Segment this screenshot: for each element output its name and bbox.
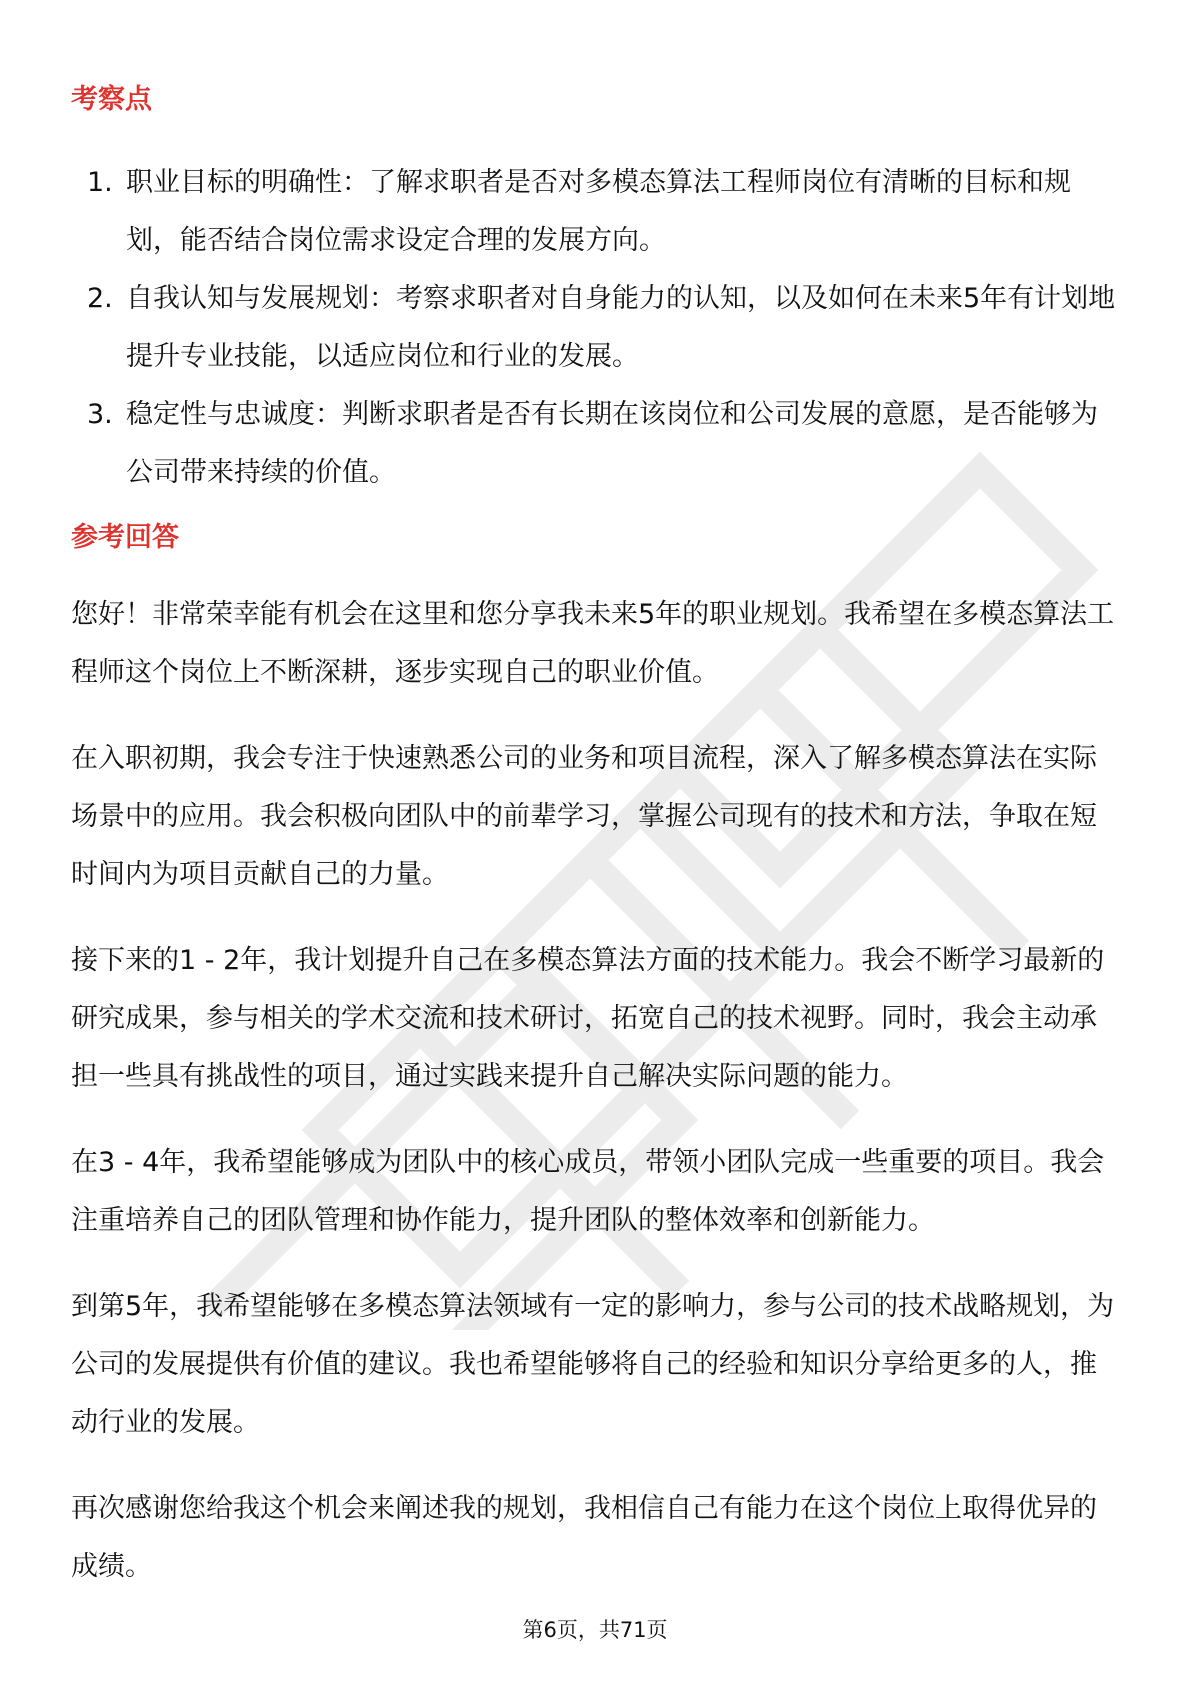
examination-list (71, 154, 1121, 502)
item-text: 稳定性与忠诚度：判断求职者是否有长期在该岗位和公司发展的意愿，是否能够为公司带来持续的价值。 (126, 399, 1098, 488)
answer-paragraph: 接下来的1 - 2年，我计划提升自己在多模态算法方面的技术能力。我会不断学习最新的研究成果，参与相关的学术交流和技术研讨，拓宽自己的技术视野。同时，我会主动承担一些具有挑战性的项目，通过实践来提升自己解决实际问题的能力。 (71, 945, 1105, 1092)
answer-heading: 参考回答 (71, 522, 179, 553)
item-number: 1. (87, 167, 113, 198)
item-number: 3. (87, 399, 113, 430)
examination-item (71, 270, 1121, 386)
answer-paragraph: 到第5年，我希望能够在多模态算法领域有一定的影响力，参与公司的技术战略规划，为公司的发展提供有价值的建议。我也希望能够将自己的经验和知识分享给更多的人，推动行业的发展。 (71, 1291, 1115, 1438)
item-text: 职业目标的明确性：了解求职者是否对多模态算法工程师岗位有清晰的目标和规划，能否结合岗位需求设定合理的发展方向。 (126, 167, 1071, 256)
examination-heading: 考察点 (71, 84, 152, 115)
page-number: 第6页，共71页 (522, 1618, 668, 1642)
item-number: 2. (87, 283, 113, 314)
answer-paragraph: 您好！非常荣幸能有机会在这里和您分享我未来5年的职业规划。我希望在多模态算法工程师这个岗位上不断深耕，逐步实现自己的职业价值。 (71, 599, 1115, 688)
main-content (71, 82, 1121, 1596)
examination-item (71, 386, 1121, 502)
examination-item (71, 154, 1121, 270)
answer-paragraph: 在3 - 4年，我希望能够成为团队中的核心成员，带领小团队完成一些重要的项目。我会注重培养自己的团队管理和协作能力，提升团队的整体效率和创新能力。 (71, 1147, 1105, 1236)
item-text: 自我认知与发展规划：考察求职者对自身能力的认知，以及如何在未来5年有计划地提升专业技能，以适应岗位和行业的发展。 (126, 283, 1116, 372)
answer-paragraph: 在入职初期，我会专注于快速熟悉公司的业务和项目流程，深入了解多模态算法在实际场景中的应用。我会积极向团队中的前辈学习，掌握公司现有的技术和方法，争取在短时间内为项目贡献自己的力量。 (71, 743, 1097, 890)
answer-paragraph: 再次感谢您给我这个机会来阐述我的规划，我相信自己有能力在这个岗位上取得优异的成绩。 (71, 1493, 1097, 1582)
